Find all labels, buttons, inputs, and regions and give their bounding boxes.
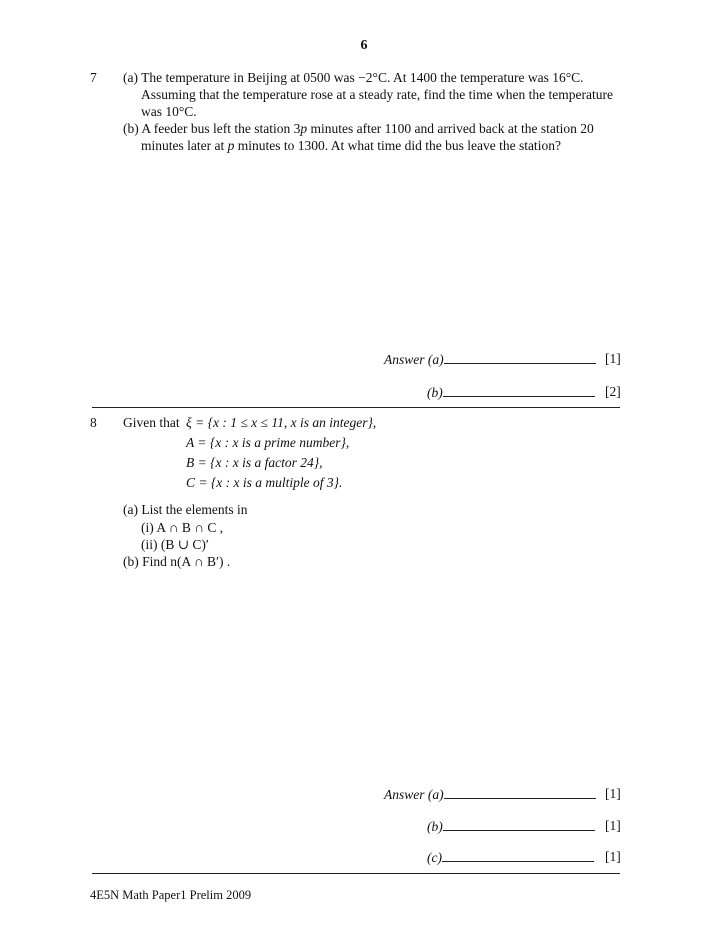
- q7-answer-a-row: [384, 351, 596, 368]
- question-8a-ii: (ii) (B ∪ C)′: [141, 537, 209, 552]
- q7-answer-b-field[interactable]: [443, 384, 595, 397]
- question-7-number: 7: [90, 70, 97, 85]
- q7-answer-b-row: [427, 384, 595, 401]
- divider-line-1: [92, 407, 620, 408]
- set-a-definition: A = {x : x is a prime number},: [186, 435, 350, 450]
- q8-answer-b-field[interactable]: [443, 818, 595, 831]
- question-8b: (b) Find n(A ∩ B′) .: [123, 554, 231, 569]
- q8-answer-a-mark: [1]: [605, 786, 621, 801]
- q7-answer-b-mark: [2]: [605, 384, 621, 399]
- q7-answer-a-field[interactable]: [444, 351, 596, 364]
- q8-answer-b-label: (b): [427, 819, 443, 834]
- q8-answer-c-field[interactable]: [442, 849, 594, 862]
- q7-answer-a-mark: [1]: [605, 351, 621, 366]
- q8-answer-a-label: Answer (a): [384, 787, 444, 802]
- universal-set-definition: ξ = {x : 1 ≤ x ≤ 11, x is an integer},: [186, 415, 377, 430]
- q8-answer-a-field[interactable]: [444, 786, 596, 799]
- set-c-definition: C = {x : x is a multiple of 3}.: [186, 475, 343, 490]
- q7-answer-a-label: Answer (a): [384, 352, 444, 367]
- question-7a-line-2: Assuming that the temperature rose at a steady rate, find the time when the temperature: [141, 87, 613, 102]
- q8-answer-c-row: [427, 849, 594, 866]
- question-8a-i: (i) A ∩ B ∩ C ,: [141, 520, 224, 535]
- q8-answer-c-mark: [1]: [605, 849, 621, 864]
- q8-answer-a-row: [384, 786, 596, 803]
- set-b-definition: B = {x : x is a factor 24},: [186, 455, 323, 470]
- q8-answer-b-mark: [1]: [605, 818, 621, 833]
- question-8a: (a) List the elements in: [123, 502, 248, 517]
- question-7b-line-1: (b) A feeder bus left the station 3p minutes after 1100 and arrived back at the station 20: [123, 121, 594, 136]
- q8-answer-b-row: [427, 818, 595, 835]
- footer-text: 4E5N Math Paper1 Prelim 2009: [90, 888, 252, 902]
- question-7b-line-2: minutes later at p minutes to 1300. At what time did the bus leave the station?: [141, 138, 561, 153]
- question-7a-line-3: was 10°C.: [141, 104, 197, 119]
- question-8-given: Given that: [123, 415, 180, 430]
- question-7a-line-1: (a) The temperature in Beijing at 0500 was −2°C. At 1400 the temperature was 16°C.: [123, 70, 584, 85]
- divider-line-2: [92, 873, 620, 874]
- page-number: 6: [360, 38, 368, 53]
- q8-answer-c-label: (c): [427, 850, 442, 865]
- question-8-number: 8: [90, 415, 97, 430]
- q7-answer-b-label: (b): [427, 385, 443, 400]
